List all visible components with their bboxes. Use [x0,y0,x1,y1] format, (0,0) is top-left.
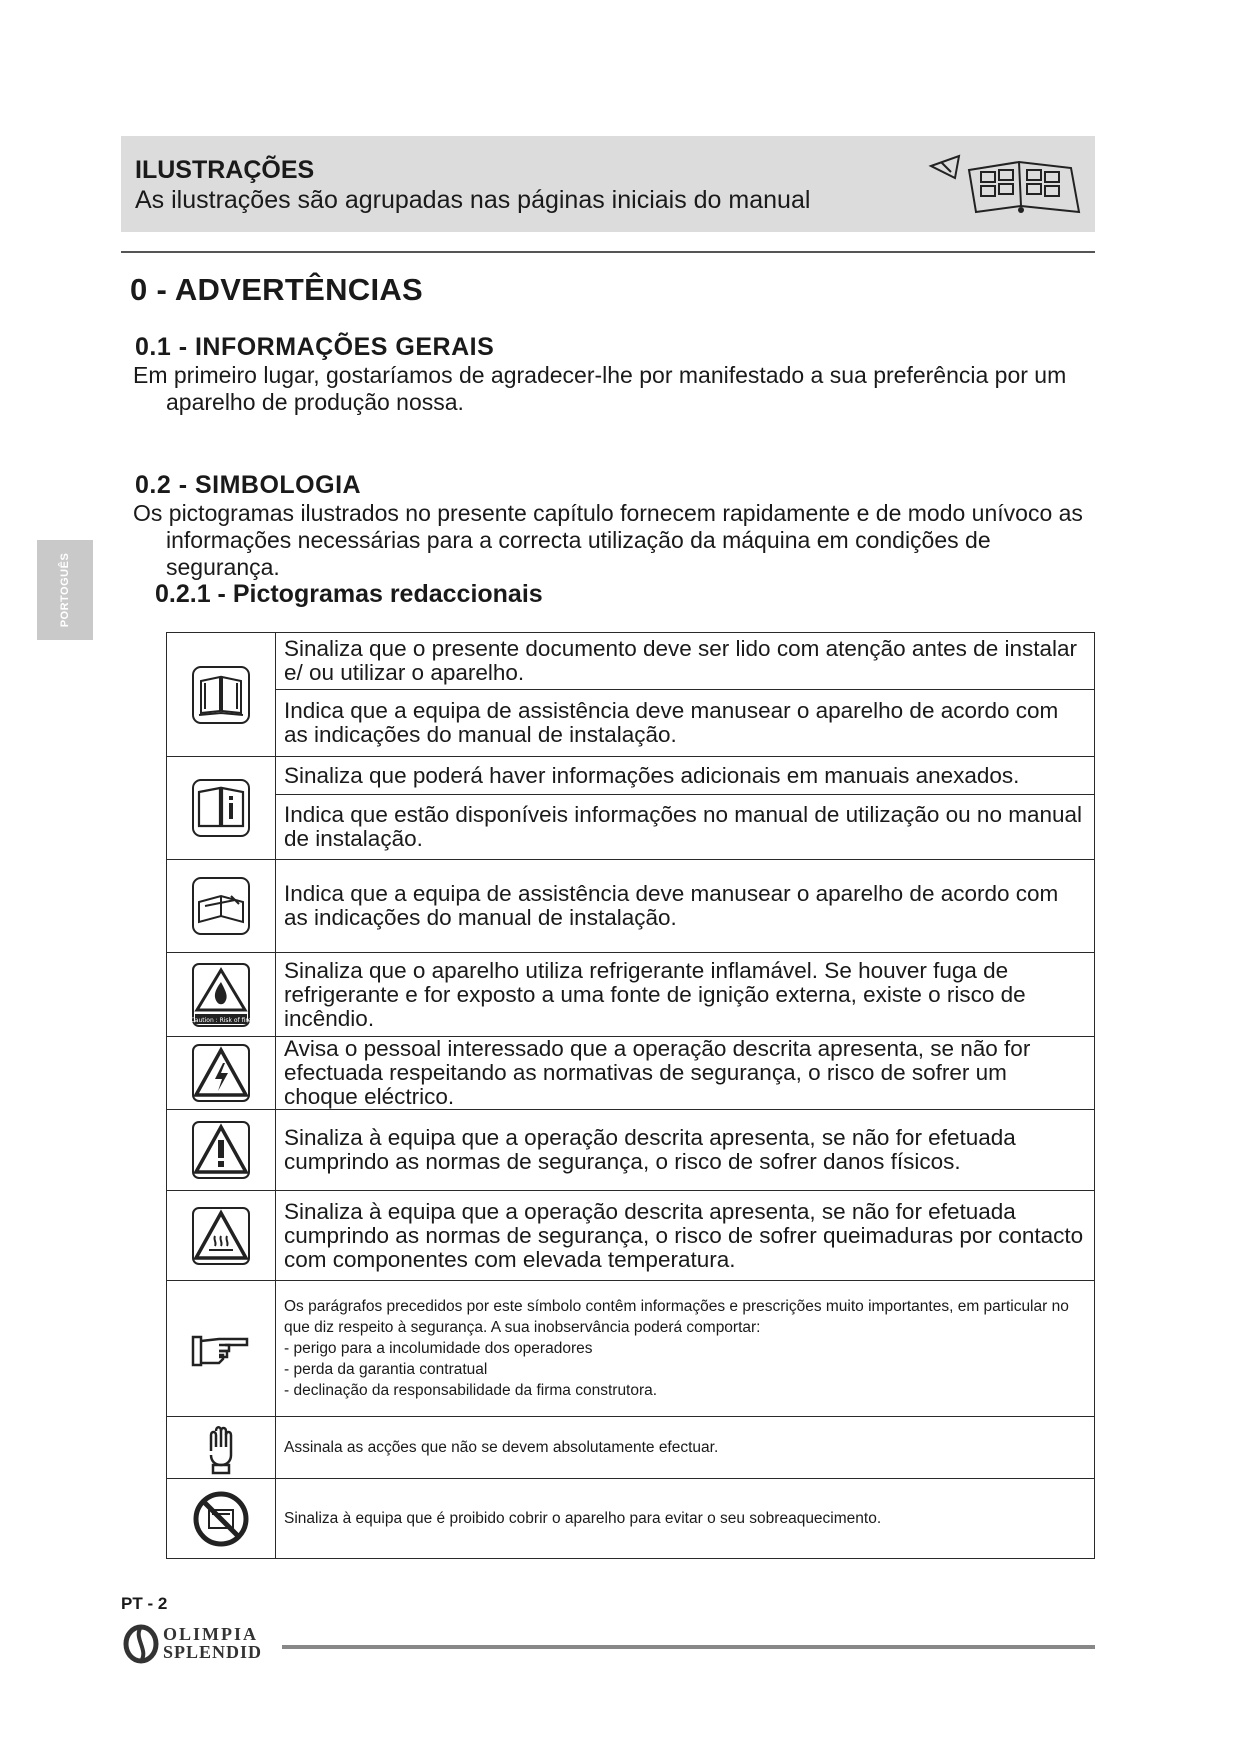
pictogram-description-text: Sinaliza que o aparelho utiliza refrigerante inflamável. Se houver fuga de refrigerante e for exposto a uma fonte de ignição externa, existe o risco de incêndio. [284,957,1026,1031]
paragraph-line: Os pictogramas ilustrados no presente capítulo fornecem rapidamente e de modo unívoco as [133,500,1083,526]
pictogram-description [276,953,1095,1037]
table-row [167,860,1095,953]
brand-logo [121,1624,281,1664]
table-row [167,757,1095,795]
table-row [167,1037,1095,1110]
pictogram-description: Indica que estão disponíveis informações no manual de utilização ou no manual de instalação. [276,795,1095,860]
pointing-hand-icon [189,1329,253,1369]
section-0-2-1-title: 0.2.1 - Pictogramas redaccionais [155,580,543,608]
pictogram-cell [167,1281,276,1417]
language-label: PORTOGUÊS [59,552,71,628]
electric-warning-icon [191,1043,251,1103]
pictogram-description: Indica que a equipa de assistência deve manusear o aparelho de acordo com as indicações do manual de instalação. [276,690,1095,757]
paragraph-line: informações necessárias para a correcta utilização da máquina em condições de segurança. [166,527,991,580]
table-row [167,633,1095,690]
pictogram-description [276,1281,1095,1417]
paragraph-line: Em primeiro lugar, gostaríamos de agradecer-lhe por manifestado a sua preferência por um [133,362,1067,388]
pictogram-cell [167,860,276,953]
table-row [167,1110,1095,1191]
footer-rule [282,1645,1095,1649]
pictogram-description: Sinaliza à equipa que a operação descrita apresenta, se não for efetuada cumprindo as normas de segurança, o risco de sofrer danos físicos. [276,1110,1095,1191]
pictogram-table [166,632,1095,1559]
pictogram-description: Sinaliza à equipa que a operação descrita apresenta, se não for efetuada cumprindo as normas de segurança, o risco de sofrer queimaduras por contacto com componentes com elevada temperatura. [276,1191,1095,1281]
info-book-icon [191,778,251,838]
pictogram-cell [167,1110,276,1191]
pictogram-cell [167,1037,276,1110]
language-side-tab [37,540,93,640]
general-warning-icon [191,1120,251,1180]
open-manual-icon [921,148,1091,220]
logo-text: OLIMPIA [163,1624,258,1644]
table-row [167,953,1095,1037]
section-0-2-paragraph [133,500,1093,581]
section-0-1-title: 0.1 - INFORMAÇÕES GERAIS [135,333,495,361]
divider [121,251,1095,253]
banner-title: ILUSTRAÇÕES [135,156,315,184]
pictogram-cell [167,1417,276,1479]
logo-mark-icon [121,1624,161,1664]
pictogram-description: Assinala as acções que não se devem absolutamente efectuar. [276,1417,1095,1479]
banner-subtitle: As ilustrações são agrupadas nas páginas iniciais do manual [135,186,811,214]
table-row [167,1417,1095,1479]
section-0-1-paragraph [133,362,1093,416]
page-number: PT - 2 [121,1594,168,1613]
do-not-cover-icon [192,1490,250,1548]
table-row [167,1191,1095,1281]
table-row [167,690,1095,757]
description-line: - perda da garantia contratual [284,1361,488,1378]
pictogram-cell [167,1191,276,1281]
pictogram-description: Sinaliza que o presente documento deve ser lido com atenção antes de instalar e/ ou utilizar o aparelho. [276,633,1095,690]
icon-caption: Caution : Risk of fire [191,1016,251,1024]
description-line: Os parágrafos precedidos por este símbolo contêm informações e prescrições muito importantes, em particular no que diz respeito à segurança. A sua inobservância poderá comportar: [284,1298,1069,1336]
pictogram-description: Sinaliza à equipa que é proibido cobrir o aparelho para evitar o seu sobreaquecimento. [276,1479,1095,1559]
pictogram-cell [167,633,276,757]
section-0-title: 0 - ADVERTÊNCIAS [130,272,424,307]
paragraph-line: aparelho de produção nossa. [166,389,464,415]
book-icon [191,665,251,725]
flammable-warning-icon [191,962,251,1028]
pictogram-cell [167,953,276,1037]
pictogram-description: Indica que a equipa de assistência deve manusear o aparelho de acordo com as indicações do manual de instalação. [276,860,1095,953]
description-line: - declinação da responsabilidade da firma construtora. [284,1382,658,1399]
pictogram-cell [167,757,276,860]
illustrations-banner [121,136,1095,232]
pictogram-cell [167,1479,276,1559]
logo-text: SPLENDID [163,1642,263,1662]
table-row [167,1479,1095,1559]
section-0-2-title: 0.2 - SIMBOLOGIA [135,471,362,499]
pictogram-description: Sinaliza que poderá haver informações adicionais em manuais anexados. [276,757,1095,795]
wrench-book-icon [191,876,251,936]
table-row [167,795,1095,860]
stop-hand-icon [203,1421,239,1475]
table-row [167,1281,1095,1417]
description-line: - perigo para a incolumidade dos operadores [284,1340,593,1357]
hot-surface-warning-icon [191,1206,251,1266]
pictogram-description: Avisa o pessoal interessado que a operação descrita apresenta, se não for efectuada respeitando as normativas de segurança, o risco de sofrer um choque eléctrico. [276,1037,1095,1110]
